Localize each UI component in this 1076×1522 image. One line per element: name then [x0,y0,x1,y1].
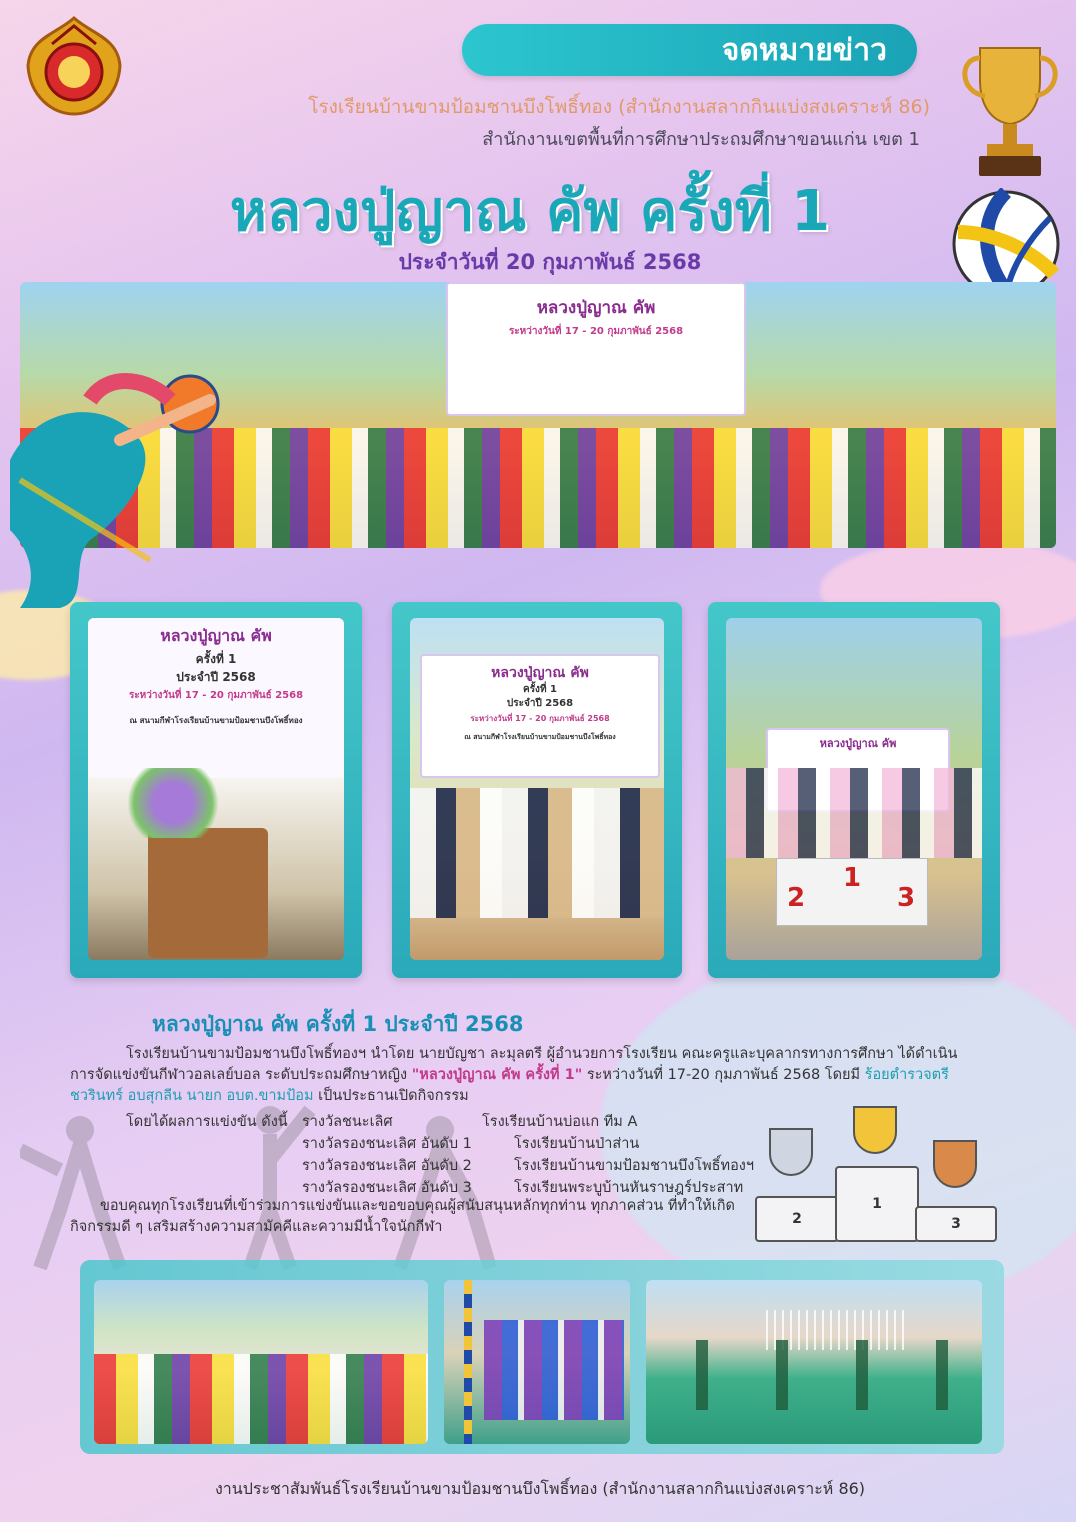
article-para1-b: การจัดแข่งขันกีฬาวอลเลย์บอล ระดับประถมศึกษาหญิง [70,1067,408,1083]
speech-banner [88,618,344,778]
article-thanks [70,1196,770,1238]
article-subtitle: หลวงปู่ญาณ คัพ ครั้งที่ 1 ประจำปี 2568 [152,1012,524,1036]
podium-second [755,1196,839,1242]
podium-lectern [148,828,268,958]
result-school-2: โรงเรียนบ้านป่าส่าน [514,1136,640,1152]
photo-speech [88,618,344,960]
article-thanks-a: ขอบคุณทุกโรงเรียนที่เข้าร่วมการแข่งขันและขอขอบคุณผู้สนับสนุนหลักทุกท่าน ทุกภาคส่วน ที่ทำให้เกิด [100,1198,735,1214]
match-players [666,1340,966,1410]
hero-banner-range: ระหว่างวันที่ 17 - 20 กุมภาพันธ์ 2568 [508,326,684,337]
bottom-group-crowd [94,1354,428,1444]
newsletter-badge [462,24,917,76]
result-school-3: โรงเรียนบ้านขามป้อมชานบึงโพธิ์ทองฯ [514,1158,755,1174]
speech-banner-range: ระหว่างวันที่ 17 - 20 กุมภาพันธ์ 2568 [128,690,304,701]
result-school-4: โรงเรียนพระบูบ้านหันราษฎร์ประสาท [514,1180,744,1196]
awards-players [726,768,982,858]
photo-officials [410,618,664,960]
silver-trophy-icon [769,1128,813,1176]
newsletter-badge-label: จดหมายข่าว [721,32,887,68]
article-para1-c: ระหว่างวันที่ 17-20 กุมภาพันธ์ 2568 โดยมี [586,1067,861,1083]
result-award-1: รางวัลชนะเลิศ [302,1114,393,1130]
article-thanks-line-2 [70,1217,770,1238]
article-para1-d: ชวรินทร์ อบสุกลีน นายก อบต.ขามป้อม [70,1088,314,1104]
article-para1-name: ร้อยตำรวจตรี [864,1067,949,1083]
photo-bottom-group [94,1280,428,1444]
awards-podium-second: 2 [787,883,806,913]
awards-banner-title: หลวงปู่ญาณ คัพ [819,737,897,750]
speech-banner-edition: ครั้งที่ 1 [195,652,237,666]
podium-first [835,1166,919,1242]
podium-third [915,1206,997,1242]
handshake-players [484,1320,624,1420]
office-name: สำนักงานเขตพื้นที่การศึกษาประถมศึกษาขอนแก่น เขต 1 [482,129,920,150]
result-award-3: รางวัลรองชนะเลิศ อันดับ 2 [302,1158,472,1174]
officials-banner-range: ระหว่างวันที่ 17 - 20 กุมภาพันธ์ 2568 [470,714,610,723]
podium-first-label: 1 [872,1196,882,1212]
player-illustration-icon [0,360,260,610]
gold-trophy-icon [853,1106,897,1154]
podium-third-label: 3 [951,1216,961,1232]
article-paragraph-1-line-2 [70,1065,1010,1086]
school-name: โรงเรียนบ้านขามป้อมชานบึงโพธิ์ทอง (สำนักงานสลากกินแบ่งสงเคราะห์ 86) [308,96,930,118]
article-thanks-line-1 [70,1196,770,1217]
page-title: หลวงปู่ญาณ คัพ ครั้งที่ 1 [229,179,831,244]
speech-banner-title: หลวงปู่ญาณ คัพ [160,626,272,645]
result-award-4: รางวัลรองชนะเลิศ อันดับ 3 [302,1180,472,1196]
result-school-1: โรงเรียนบ้านบ่อแก ทีม A [482,1114,638,1130]
speech-banner-year: ประจำปี 2568 [176,670,256,684]
officials-group [410,788,664,918]
officials-banner-title: หลวงปู่ญาณ คัพ [491,665,589,681]
awards-podium-third: 3 [897,883,916,913]
photo-bottom-handshake [444,1280,630,1444]
trophy-icon [955,40,1065,180]
school-logo-icon [22,14,126,118]
officials-banner-edition: ครั้งที่ 1 [523,684,557,695]
awards-podium [776,858,928,926]
results-intro: โดยได้ผลการแข่งขัน ดังนี้ [126,1114,288,1130]
awards-podium-first: 1 [843,863,862,893]
podium-illustration [755,1100,995,1240]
volleyball-net-post [464,1280,472,1444]
footer-credit: งานประชาสัมพันธ์โรงเรียนบ้านขามป้อมชานบึงโพธิ์ทอง (สำนักงานสลากกินแบ่งสงเคราะห์ 86) [214,1479,866,1498]
result-award-2: รางวัลรองชนะเลิศ อันดับ 1 [302,1136,472,1152]
event-date: ประจำวันที่ 20 กุมภาพันธ์ 2568 [398,250,702,274]
photo-bottom-match [646,1280,982,1444]
flower-bouquet [118,768,228,838]
article-para1-highlight: "หลวงปู่ญาณ คัพ ครั้งที่ 1" [411,1067,583,1083]
photo-awards [726,618,982,960]
officials-banner-year: ประจำปี 2568 [506,698,574,709]
article-paragraph-1 [70,1044,1010,1107]
podium-second-label: 2 [792,1211,802,1227]
hero-event-banner [446,282,746,416]
officials-banner-venue: ณ สนามกีฬาโรงเรียนบ้านขามป้อมชานบึงโพธิ์ทอง [464,733,616,741]
article-para1-e: เป็นประธานเปิดกิจกรรม [318,1088,469,1104]
article-para1-a: โรงเรียนบ้านขามป้อมชานบึงโพธิ์ทองฯ นำโดย นายบัญชา ละมุลตรี ผู้อำนวยการโรงเรียน คณะครูและบุคลากรทางการศึกษา ได้ดำเนิน [126,1046,958,1062]
article-thanks-b: กิจกรรมดี ๆ เสริมสร้างความสามัคคีและความมีน้ำใจนักกีฬา [70,1219,443,1235]
speech-banner-venue: ณ สนามกีฬาโรงเรียนบ้านขามป้อมชานบึงโพธิ์ทอง [129,716,303,725]
hero-banner-title: หลวงปู่ญาณ คัพ [536,298,656,318]
officials-banner [420,654,660,778]
article-paragraph-1-line-1 [70,1044,1010,1065]
bronze-trophy-icon [933,1140,977,1188]
